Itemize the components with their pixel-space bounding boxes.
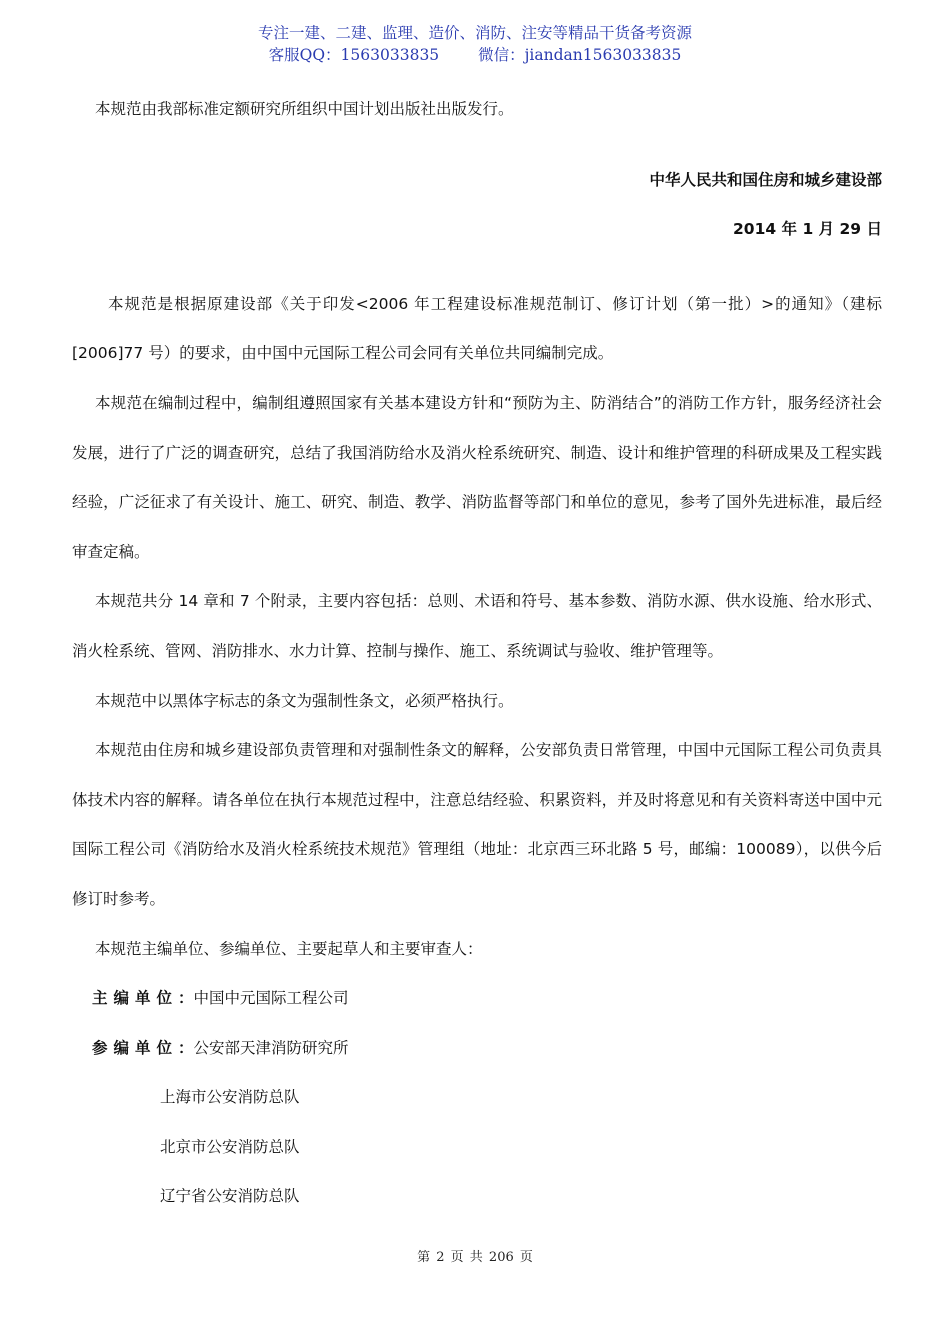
participant-unit: 辽宁省公安消防总队	[160, 1187, 300, 1206]
participant-row	[72, 1024, 882, 1074]
page-header	[0, 22, 950, 66]
participant-unit: 上海市公安消防总队	[160, 1088, 300, 1107]
issuer: 中华人民共和国住房和城乡建设部	[649, 170, 882, 189]
issue-date: 2014 年 1 月 29 日	[733, 220, 882, 239]
header-slogan: 专注一建、二建、监理、造价、消防、注安等精品干货备考资源	[257, 24, 692, 42]
chief-editor-unit: 中国中元国际工程公司	[193, 989, 349, 1008]
page-number: 第 2 页 共 206 页	[417, 1250, 533, 1265]
paragraph: 本规范由住房和城乡建设部负责管理和对强制性条文的解释，公安部负责日常管理，中国中元国际工程公司负责具体技术内容的解释。请各单位在执行本规范过程中，注意总结经验、积累资料，并及时将意见和有关资料寄送中国中元国际工程公司《消防给水及消火栓系统技术规范》管理组（地址：北京西三环北路 5 号，邮编：100089），以供今后修订时参考。	[72, 741, 882, 908]
paragraph: 本规范是根据原建设部《关于印发<2006 年工程建设标准规范制订、修订计划（第一批）>的通知》（建标[2006]77 号）的要求，由中国中元国际工程公司会同有关单位共同编制完成。	[72, 294, 882, 363]
publish-note: 本规范由我部标准定额研究所组织中国计划出版社出版发行。	[95, 100, 514, 118]
paragraph: 本规范中以黑体字标志的条文为强制性条文，必须严格执行。	[95, 691, 514, 710]
header-wechat: 微信：jiandan1563033835	[478, 46, 682, 64]
paragraph: 本规范共分 14 章和 7 个附录，主要内容包括：总则、术语和符号、基本参数、消防水源、供水设施、给水形式、消火栓系统、管网、消防排水、水力计算、控制与操作、施工、系统调试与验收、维护管理等。	[72, 592, 882, 660]
chief-editor-label: 主编单位：	[92, 989, 194, 1008]
header-contact	[0, 44, 950, 66]
header-qq: 客服QQ：1563033835	[268, 46, 440, 64]
participant-unit: 公安部天津消防研究所	[193, 1038, 349, 1057]
participant-label: 参编单位：	[92, 1038, 194, 1057]
participant-unit: 北京市公安消防总队	[160, 1137, 300, 1156]
paragraph: 本规范主编单位、参编单位、主要起草人和主要审查人：	[95, 939, 483, 958]
paragraph: 本规范在编制过程中，编制组遵照国家有关基本建设方针和“预防为主、防消结合”的消防工作方针，服务经济社会发展，进行了广泛的调查研究，总结了我国消防给水及消火栓系统研究、制造、设计和维护管理的科研成果及工程实践经验，广泛征求了有关设计、施工、研究、制造、教学、消防监督等部门和单位的意见，参考了国外先进标准，最后经审查定稿。	[72, 393, 882, 561]
document-body	[72, 85, 882, 1222]
chief-editor-row	[72, 974, 882, 1024]
